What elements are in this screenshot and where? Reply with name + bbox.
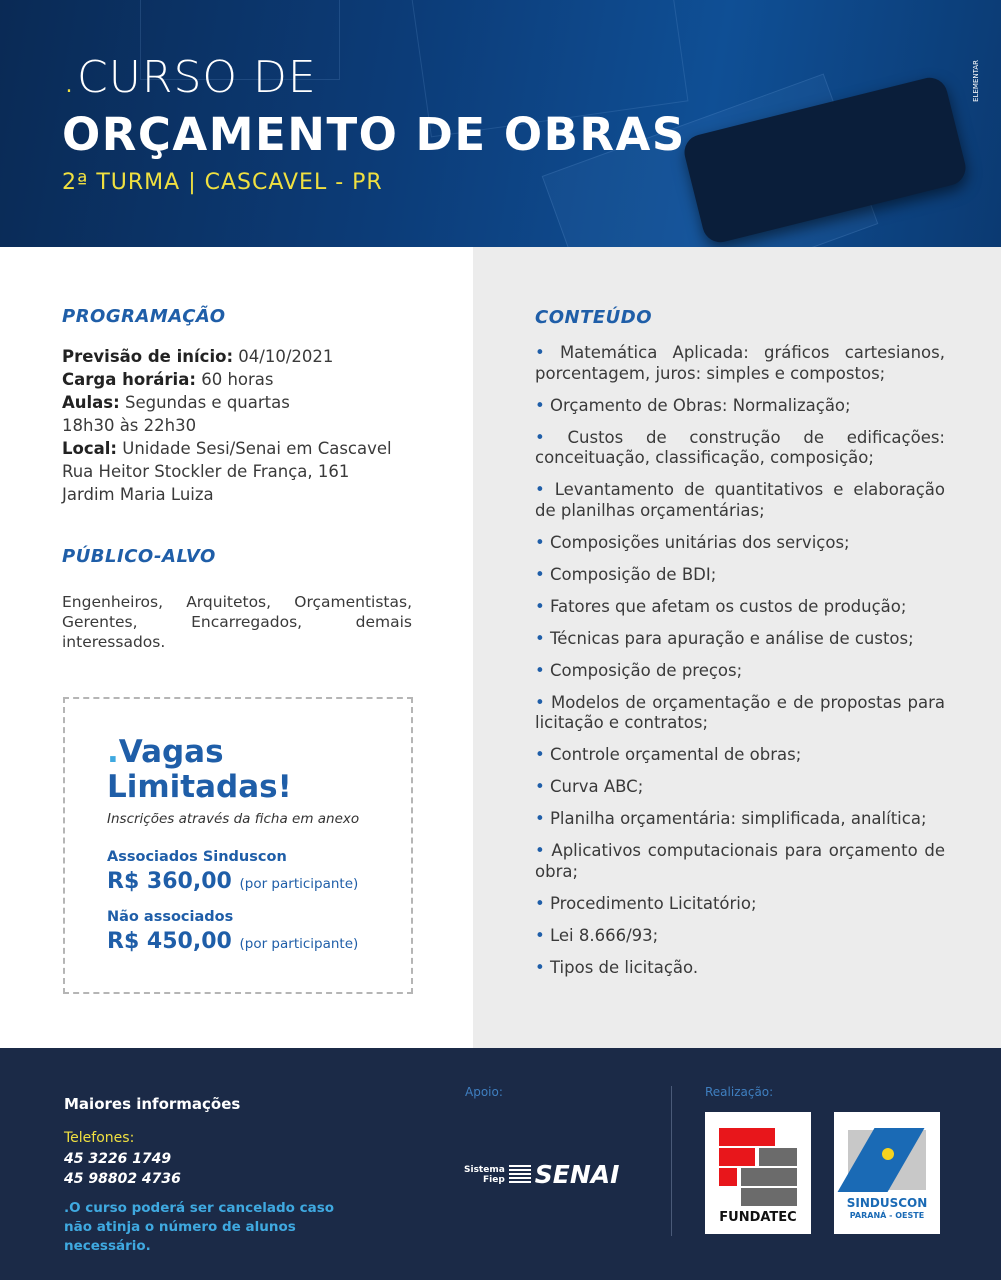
conteudo-heading: CONTEÚDO xyxy=(535,307,653,328)
conteudo-item xyxy=(535,693,945,734)
item-value: Segundas e quartas xyxy=(119,393,290,412)
programacao-item xyxy=(62,437,392,460)
item-label: Previsão de início: xyxy=(62,347,234,366)
item-text: Técnicas para apuração e análise de custos; xyxy=(549,628,914,648)
conteudo-item xyxy=(535,480,945,521)
conteudo-list xyxy=(535,343,945,990)
footer xyxy=(0,1048,1001,1280)
conteudo-item xyxy=(535,894,945,915)
item-text: Tipos de licitação. xyxy=(549,957,699,977)
realizacao-label: Realização: xyxy=(705,1085,774,1099)
title-line2: ORÇAMENTO DE OBRAS xyxy=(62,108,686,161)
item-text: Procedimento Licitatório; xyxy=(549,893,757,913)
item-text: Aplicativos computacionais para orçamento de obra; xyxy=(535,841,945,881)
item-label: Local: xyxy=(62,439,118,458)
conteudo-item xyxy=(535,841,945,882)
header-banner xyxy=(0,0,1001,247)
item-text: Custos de construção de edificações: conceituação, classificação, composição; xyxy=(535,427,945,467)
phone-number: 45 98802 4736 xyxy=(64,1171,181,1187)
bullet-icon: • xyxy=(535,480,545,499)
programacao-item xyxy=(62,483,392,506)
conteudo-item xyxy=(535,533,945,554)
programacao-list xyxy=(62,345,392,506)
phone-number: 45 3226 1749 xyxy=(64,1151,172,1167)
divider xyxy=(671,1086,672,1236)
item-text: Levantamento de quantitativos e elaboração de planilhas orçamentárias; xyxy=(535,480,946,520)
item-text: Controle orçamental de obras; xyxy=(549,745,802,764)
programacao-item xyxy=(62,368,392,391)
item-value: Rua Heitor Stockler de França, 161 xyxy=(62,462,350,481)
item-label: Aulas: xyxy=(62,393,120,412)
item-value: 60 horas xyxy=(195,370,274,389)
item-text: Modelos de orçamentação e de propostas para licitação e contratos; xyxy=(535,692,946,732)
price-value: R$ 450,00 (por participante) xyxy=(107,929,359,954)
conteudo-item xyxy=(535,565,945,586)
conteudo-item xyxy=(535,396,945,417)
conteudo-item xyxy=(535,809,945,830)
publico-heading: PÚBLICO-ALVO xyxy=(62,546,216,567)
bullet-icon: • xyxy=(535,395,545,415)
item-text: Orçamento de Obras: Normalização; xyxy=(549,395,851,415)
item-value: 04/10/2021 xyxy=(233,347,334,366)
cancellation-note: .O curso poderá ser cancelado caso não atinja o número de alunos necessário. xyxy=(64,1200,335,1254)
bullet-icon: • xyxy=(535,745,545,764)
phones-label: Telefones: xyxy=(64,1130,135,1146)
vagas-subtitle: Inscrições através da ficha em anexo xyxy=(107,811,360,827)
info-title: Maiores informações xyxy=(64,1095,241,1113)
sinduscon-logo: SINDUSCON PARANÁ - OESTE xyxy=(834,1112,940,1234)
bullet-icon: • xyxy=(535,427,545,447)
fundatec-logo: FUNDATEC xyxy=(705,1112,811,1234)
item-value: Jardim Maria Luiza xyxy=(62,485,214,504)
image-credit: ELEMENTAR xyxy=(972,60,980,102)
conteudo-item xyxy=(535,428,945,469)
item-text: Curva ABC; xyxy=(549,777,644,796)
conteudo-item xyxy=(535,343,945,384)
item-text: Lei 8.666/93; xyxy=(549,925,659,945)
programacao-item xyxy=(62,391,392,414)
conteudo-item xyxy=(535,958,945,979)
conteudo-item xyxy=(535,777,945,798)
publico-text: Engenheiros, Arquitetos, Orçamentistas, Gerentes, Encarregados, demais interessados. xyxy=(62,593,412,651)
programacao-heading: PROGRAMAÇÃO xyxy=(62,306,226,327)
price-label: Associados Sinduscon xyxy=(107,849,287,865)
conteudo-item xyxy=(535,629,945,650)
item-text: Composição de BDI; xyxy=(549,564,717,584)
bullet-icon: • xyxy=(535,628,545,648)
conteudo-item xyxy=(535,597,945,618)
item-text: Planilha orçamentária: simplificada, analítica; xyxy=(549,809,927,828)
bullet-icon: • xyxy=(535,564,545,584)
item-label: Carga horária: xyxy=(62,370,196,389)
conteudo-item xyxy=(535,661,945,682)
bullet-icon: • xyxy=(535,777,545,796)
item-text: Composições unitárias dos serviços; xyxy=(549,532,850,552)
vagas-box xyxy=(63,697,413,994)
title-line1: .CURSO DE xyxy=(62,52,317,103)
apoio-label: Apoio: xyxy=(465,1085,503,1099)
bullet-icon: • xyxy=(535,809,545,828)
conteudo-item xyxy=(535,745,945,766)
bullet-icon: • xyxy=(535,343,545,362)
bullet-icon: • xyxy=(535,893,545,913)
programacao-item xyxy=(62,460,392,483)
programacao-item xyxy=(62,414,392,437)
bullet-icon: • xyxy=(535,596,545,616)
bullet-icon: • xyxy=(535,532,545,552)
bullet-icon: • xyxy=(535,660,545,680)
conteudo-item xyxy=(535,926,945,947)
bullet-icon: • xyxy=(535,925,545,945)
bullet-icon: • xyxy=(535,692,545,712)
bullet-icon: • xyxy=(535,841,545,860)
item-value: 18h30 às 22h30 xyxy=(62,416,197,435)
bullet-icon: • xyxy=(535,957,545,977)
subtitle: 2ª TURMA | CASCAVEL - PR xyxy=(62,170,383,195)
programacao-item xyxy=(62,345,392,368)
senai-logo: Sistema Fiep SENAI xyxy=(464,1160,620,1189)
item-text: Fatores que afetam os custos de produção; xyxy=(549,596,907,616)
item-value: Unidade Sesi/Senai em Cascavel xyxy=(117,439,392,458)
vagas-title: .Vagas Limitadas! xyxy=(107,734,292,805)
item-text: Composição de preços; xyxy=(549,660,743,680)
price-label: Não associados xyxy=(107,909,234,925)
item-text: Matemática Aplicada: gráficos cartesianos, porcentagem, juros: simples e compostos; xyxy=(535,343,945,383)
price-value: R$ 360,00 (por participante) xyxy=(107,869,359,894)
